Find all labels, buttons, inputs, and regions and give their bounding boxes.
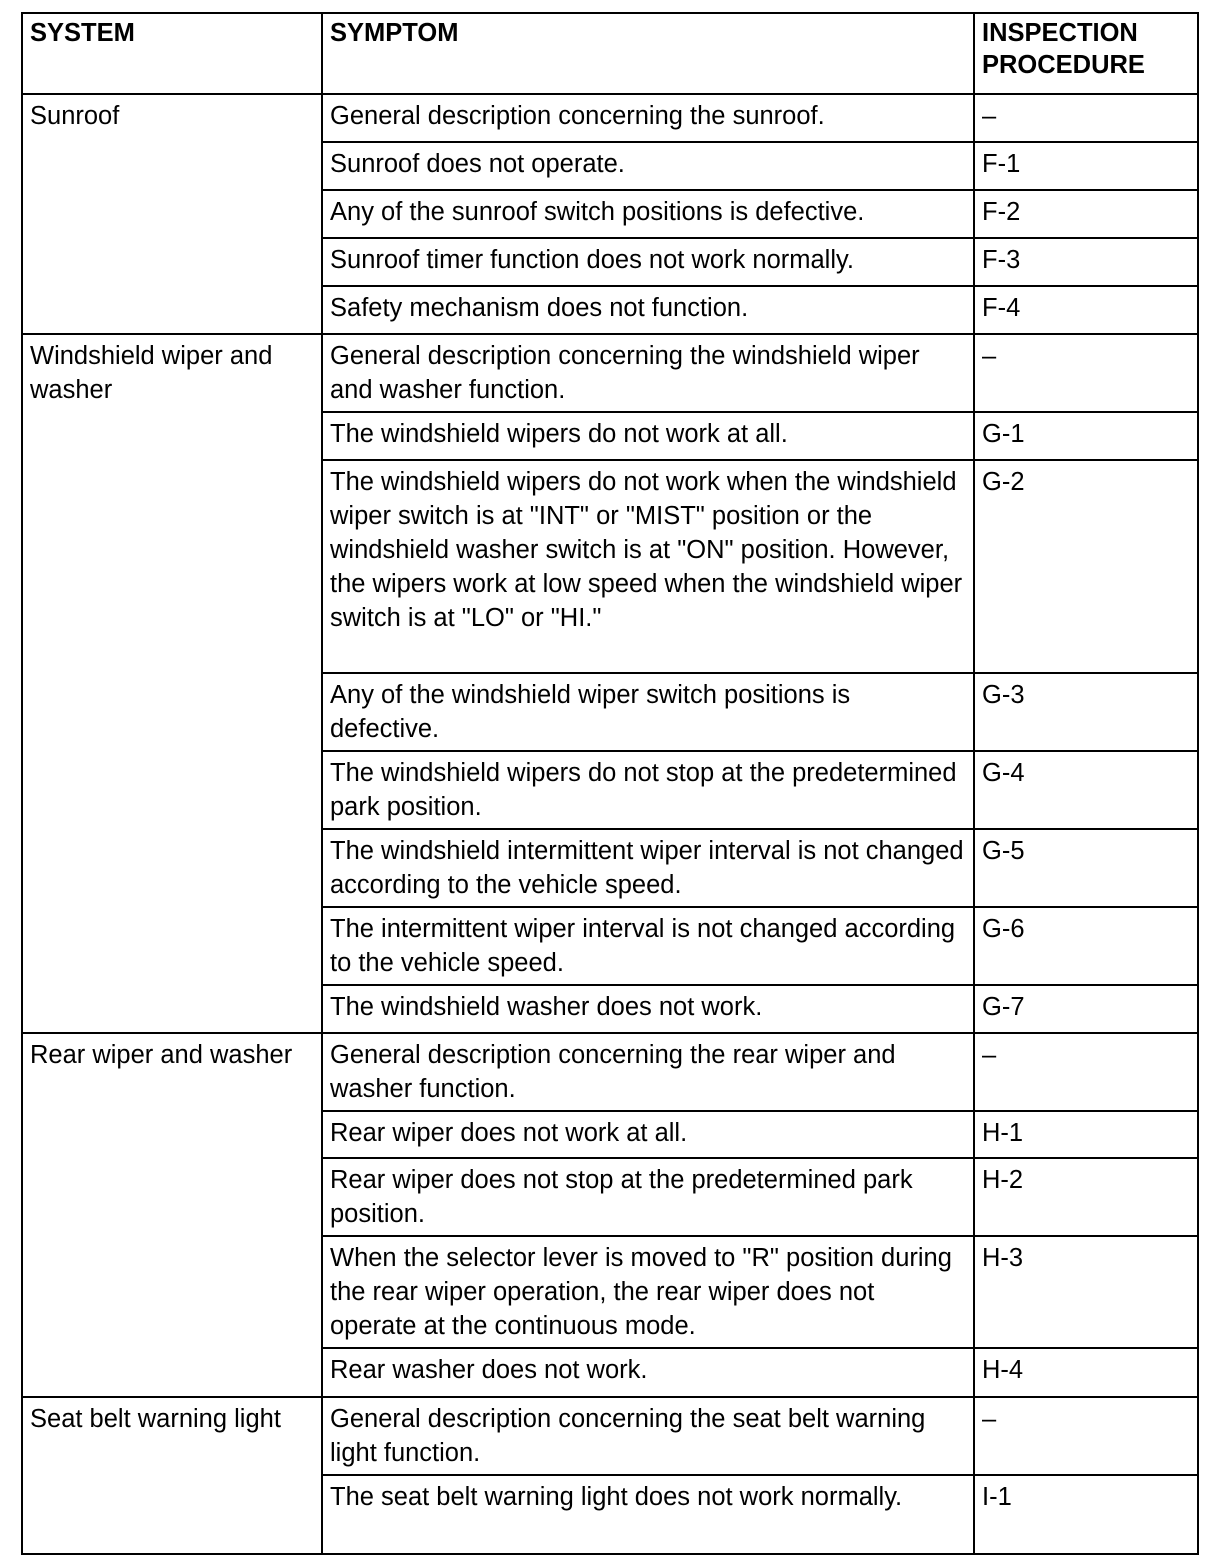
procedure-cell: G-6 bbox=[974, 907, 1198, 985]
table-body bbox=[22, 94, 1198, 1554]
procedure-cell: G-5 bbox=[974, 829, 1198, 907]
inspection-table bbox=[21, 12, 1199, 1555]
header-row bbox=[22, 13, 1198, 94]
symptom-cell: General description concerning the seat belt warning light function. bbox=[322, 1397, 974, 1475]
procedure-cell: H-4 bbox=[974, 1348, 1198, 1397]
procedure-cell: – bbox=[974, 1397, 1198, 1475]
table-row bbox=[22, 334, 1198, 412]
symptom-cell: Safety mechanism does not function. bbox=[322, 286, 974, 334]
table-row bbox=[22, 94, 1198, 142]
system-cell-seat-belt: Seat belt warning light bbox=[22, 1397, 322, 1554]
symptom-cell: Rear washer does not work. bbox=[322, 1348, 974, 1397]
symptom-cell: Rear wiper does not work at all. bbox=[322, 1111, 974, 1158]
procedure-cell: F-1 bbox=[974, 142, 1198, 190]
symptom-cell: The windshield washer does not work. bbox=[322, 985, 974, 1033]
system-cell-sunroof: Sunroof bbox=[22, 94, 322, 334]
header-symptom: SYMPTOM bbox=[322, 13, 974, 94]
procedure-cell: G-4 bbox=[974, 751, 1198, 829]
procedure-cell: – bbox=[974, 94, 1198, 142]
header-system: SYSTEM bbox=[22, 13, 322, 94]
symptom-cell: The windshield intermittent wiper interval is not changed according to the vehicle speed. bbox=[322, 829, 974, 907]
symptom-cell: The seat belt warning light does not work normally. bbox=[322, 1475, 974, 1554]
procedure-cell: I-1 bbox=[974, 1475, 1198, 1554]
procedure-cell: F-2 bbox=[974, 190, 1198, 238]
procedure-cell: H-1 bbox=[974, 1111, 1198, 1158]
system-cell-rear-wiper: Rear wiper and washer bbox=[22, 1033, 322, 1397]
procedure-cell: H-2 bbox=[974, 1158, 1198, 1236]
procedure-cell: H-3 bbox=[974, 1236, 1198, 1348]
procedure-cell: F-4 bbox=[974, 286, 1198, 334]
symptom-cell: General description concerning the rear wiper and washer function. bbox=[322, 1033, 974, 1111]
table-row bbox=[22, 1033, 1198, 1111]
procedure-cell: – bbox=[974, 334, 1198, 412]
symptom-cell: General description concerning the sunroof. bbox=[322, 94, 974, 142]
header-procedure: INSPECTION PROCEDURE bbox=[974, 13, 1198, 94]
symptom-cell: Any of the sunroof switch positions is defective. bbox=[322, 190, 974, 238]
procedure-cell: G-7 bbox=[974, 985, 1198, 1033]
system-cell-windshield: Windshield wiper and washer bbox=[22, 334, 322, 1033]
symptom-cell: General description concerning the windshield wiper and washer function. bbox=[322, 334, 974, 412]
procedure-cell: G-1 bbox=[974, 412, 1198, 460]
procedure-cell: – bbox=[974, 1033, 1198, 1111]
procedure-cell: G-2 bbox=[974, 460, 1198, 673]
procedure-cell: F-3 bbox=[974, 238, 1198, 286]
symptom-cell: Any of the windshield wiper switch positions is defective. bbox=[322, 673, 974, 751]
symptom-cell: When the selector lever is moved to "R" position during the rear wiper operation, the rear wiper does not operate at the continuous mode. bbox=[322, 1236, 974, 1348]
table-row bbox=[22, 1397, 1198, 1475]
symptom-cell: The windshield wipers do not stop at the predetermined park position. bbox=[322, 751, 974, 829]
symptom-cell: Rear wiper does not stop at the predetermined park position. bbox=[322, 1158, 974, 1236]
symptom-cell: The intermittent wiper interval is not changed according to the vehicle speed. bbox=[322, 907, 974, 985]
symptom-cell: The windshield wipers do not work at all. bbox=[322, 412, 974, 460]
symptom-cell: Sunroof timer function does not work normally. bbox=[322, 238, 974, 286]
symptom-cell: The windshield wipers do not work when the windshield wiper switch is at "INT" or "MIST" position or the windshield washer switch is at "ON" position. However, the wipers work at low speed when the windshield wiper switch is at "LO" or "HI." bbox=[322, 460, 974, 673]
procedure-cell: G-3 bbox=[974, 673, 1198, 751]
symptom-cell: Sunroof does not operate. bbox=[322, 142, 974, 190]
